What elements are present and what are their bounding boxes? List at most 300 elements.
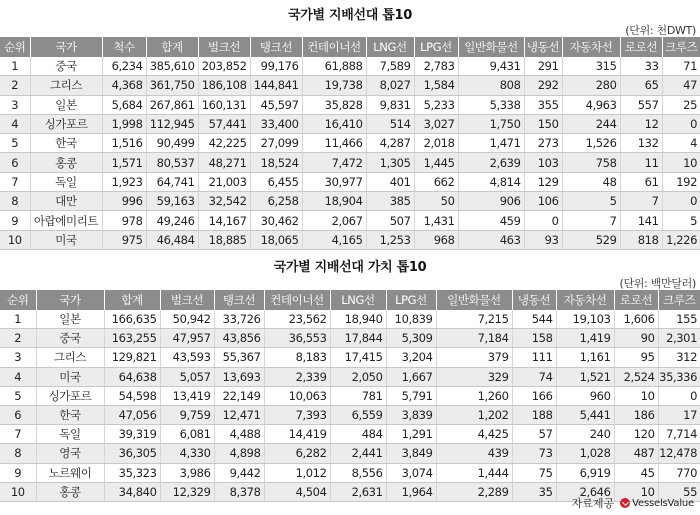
fleet-value-value-cell: 1,964	[386, 482, 436, 501]
fleet-value-header-cell: 합계	[104, 290, 160, 310]
fleet-size-value-cell: 27,099	[250, 134, 302, 153]
fleet-value-table	[0, 290, 700, 502]
fleet-value-value-cell: 1,419	[556, 329, 614, 348]
fleet-size-value-cell: 144,841	[250, 76, 302, 95]
fleet-value-value-cell: 10	[614, 386, 658, 405]
fleet-size-value-cell: 61	[620, 172, 662, 191]
fleet-value-value-cell: 111	[512, 348, 556, 367]
fleet-size-value-cell: 132	[620, 134, 662, 153]
fleet-value-value-cell: 95	[614, 348, 658, 367]
fleet-size-value-cell: 1,445	[414, 153, 458, 172]
fleet-value-value-cell: 6,282	[264, 444, 330, 463]
fleet-size-value-cell: 2,018	[414, 134, 458, 153]
fleet-size-value-cell: 106	[524, 192, 562, 211]
fleet-value-table-header	[0, 290, 700, 310]
fleet-size-row	[0, 192, 700, 211]
fleet-size-value-cell: 5	[662, 211, 700, 230]
fleet-size-value-cell: 2,067	[302, 211, 366, 230]
fleet-value-value-cell: 1,667	[386, 367, 436, 386]
fleet-size-header-cell: 로로선	[620, 37, 662, 57]
fleet-size-value-cell: 4,368	[102, 76, 146, 95]
fleet-size-value-cell: 14,167	[198, 211, 250, 230]
fleet-size-value-cell: 758	[562, 153, 620, 172]
fleet-size-row	[0, 172, 700, 191]
fleet-size-header-cell: 척수	[102, 37, 146, 57]
fleet-value-value-cell: 379	[436, 348, 512, 367]
fleet-value-value-cell: 8,378	[214, 482, 264, 501]
fleet-value-value-cell: 329	[436, 367, 512, 386]
fleet-value-rank-cell: 1	[0, 310, 36, 329]
fleet-value-value-cell: 3,839	[386, 405, 436, 424]
fleet-size-value-cell: 808	[458, 76, 524, 95]
fleet-size-value-cell: 45,597	[250, 95, 302, 114]
fleet-size-value-cell: 1,471	[458, 134, 524, 153]
fleet-value-header-cell: 크루즈	[658, 290, 700, 310]
fleet-size-header-cell: 자동차선	[562, 37, 620, 57]
fleet-size-value-cell: 9,431	[458, 57, 524, 76]
fleet-value-country-cell: 싱가포르	[36, 386, 104, 405]
fleet-size-value-cell: 21,003	[198, 172, 250, 191]
fleet-size-header-cell: 컨테이너선	[302, 37, 366, 57]
fleet-value-rank-cell: 10	[0, 482, 36, 501]
fleet-value-value-cell: 7,714	[658, 425, 700, 444]
fleet-size-row	[0, 211, 700, 230]
fleet-size-header-cell: 크루즈	[662, 37, 700, 57]
fleet-size-row	[0, 95, 700, 114]
fleet-value-value-cell: 12,478	[658, 444, 700, 463]
fleet-size-value-cell: 2,639	[458, 153, 524, 172]
fleet-size-value-cell: 10	[662, 153, 700, 172]
fleet-size-value-cell: 0	[524, 211, 562, 230]
fleet-value-value-cell: 2,441	[330, 444, 386, 463]
fleet-size-value-cell: 7	[620, 192, 662, 211]
fleet-value-value-cell: 22,149	[214, 386, 264, 405]
fleet-size-value-cell: 818	[620, 230, 662, 249]
fleet-value-value-cell: 54,598	[104, 386, 160, 405]
fleet-value-value-cell: 781	[330, 386, 386, 405]
table1-unit: (단위: 천DWT)	[625, 24, 696, 37]
fleet-size-value-cell: 0	[662, 192, 700, 211]
fleet-value-value-cell: 2,289	[436, 482, 512, 501]
fleet-value-rank-cell: 7	[0, 425, 36, 444]
fleet-value-value-cell: 7,393	[264, 405, 330, 424]
fleet-value-value-cell: 57	[512, 425, 556, 444]
fleet-value-value-cell: 487	[614, 444, 658, 463]
fleet-value-value-cell: 7,184	[436, 329, 512, 348]
fleet-value-row	[0, 329, 700, 348]
fleet-value-value-cell: 3,074	[386, 463, 436, 482]
fleet-size-header-cell: 국가	[30, 37, 102, 57]
fleet-size-value-cell: 112,945	[146, 114, 198, 133]
fleet-size-value-cell: 59,163	[146, 192, 198, 211]
fleet-value-value-cell: 6,081	[160, 425, 214, 444]
fleet-value-row	[0, 444, 700, 463]
fleet-size-value-cell: 47	[662, 76, 700, 95]
fleet-value-value-cell: 35,336	[658, 367, 700, 386]
fleet-size-value-cell: 61,888	[302, 57, 366, 76]
fleet-size-value-cell: 3,027	[414, 114, 458, 133]
fleet-size-value-cell: 203,852	[198, 57, 250, 76]
fleet-value-value-cell: 3,849	[386, 444, 436, 463]
fleet-value-country-cell: 홍콩	[36, 482, 104, 501]
fleet-value-header-cell: 벌크선	[160, 290, 214, 310]
fleet-size-value-cell: 80,537	[146, 153, 198, 172]
fleet-size-header-cell: 일반화물선	[458, 37, 524, 57]
fleet-value-value-cell: 1,521	[556, 367, 614, 386]
fleet-value-value-cell: 484	[330, 425, 386, 444]
fleet-size-value-cell: 30,462	[250, 211, 302, 230]
fleet-value-value-cell: 166	[512, 386, 556, 405]
fleet-size-value-cell: 244	[562, 114, 620, 133]
fleet-value-value-cell: 2,646	[556, 482, 614, 501]
fleet-value-value-cell: 4,425	[436, 425, 512, 444]
fleet-size-value-cell: 50	[414, 192, 458, 211]
fleet-value-value-cell: 1,291	[386, 425, 436, 444]
fleet-size-value-cell: 978	[102, 211, 146, 230]
fleet-size-header-cell: 탱크선	[250, 37, 302, 57]
fleet-value-value-cell: 240	[556, 425, 614, 444]
vesselsvalue-logo-icon	[620, 498, 630, 508]
fleet-value-value-cell: 43,856	[214, 329, 264, 348]
fleet-size-country-cell: 대만	[30, 192, 102, 211]
fleet-size-value-cell: 8,027	[366, 76, 414, 95]
fleet-value-value-cell: 2,050	[330, 367, 386, 386]
fleet-size-value-cell: 48,271	[198, 153, 250, 172]
table2-title: 국가별 지배선대 가치 톱10	[273, 260, 427, 275]
fleet-size-value-cell: 32,542	[198, 192, 250, 211]
fleet-value-value-cell: 90	[614, 329, 658, 348]
fleet-size-value-cell: 11	[620, 153, 662, 172]
fleet-value-table-body	[0, 310, 700, 501]
fleet-value-value-cell: 19,103	[556, 310, 614, 329]
fleet-size-value-cell: 968	[414, 230, 458, 249]
fleet-value-country-cell: 미국	[36, 367, 104, 386]
fleet-size-rank-cell: 5	[0, 134, 30, 153]
fleet-size-rank-cell: 2	[0, 76, 30, 95]
fleet-size-country-cell: 싱가포르	[30, 114, 102, 133]
fleet-size-value-cell: 267,861	[146, 95, 198, 114]
fleet-value-value-cell: 13,419	[160, 386, 214, 405]
fleet-value-rank-cell: 9	[0, 463, 36, 482]
fleet-value-value-cell: 33,726	[214, 310, 264, 329]
fleet-value-rank-cell: 5	[0, 386, 36, 405]
fleet-value-country-cell: 중국	[36, 329, 104, 348]
fleet-size-value-cell: 459	[458, 211, 524, 230]
fleet-value-country-cell: 한국	[36, 405, 104, 424]
fleet-size-value-cell: 42,225	[198, 134, 250, 153]
fleet-size-value-cell: 7	[562, 211, 620, 230]
fleet-size-row	[0, 76, 700, 95]
fleet-size-value-cell: 7,589	[366, 57, 414, 76]
fleet-size-value-cell: 4	[662, 134, 700, 153]
fleet-size-value-cell: 35,828	[302, 95, 366, 114]
fleet-size-header-cell: LNG선	[366, 37, 414, 57]
fleet-value-header-cell: 국가	[36, 290, 104, 310]
fleet-size-header-cell: 합계	[146, 37, 198, 57]
fleet-size-value-cell: 1,571	[102, 153, 146, 172]
fleet-size-row	[0, 134, 700, 153]
fleet-size-value-cell: 996	[102, 192, 146, 211]
fleet-value-header-cell: LNG선	[330, 290, 386, 310]
fleet-value-rank-cell: 4	[0, 367, 36, 386]
fleet-value-value-cell: 7,215	[436, 310, 512, 329]
fleet-size-rank-cell: 8	[0, 192, 30, 211]
fleet-size-value-cell: 1,584	[414, 76, 458, 95]
fleet-value-value-cell: 18,940	[330, 310, 386, 329]
fleet-size-country-cell: 일본	[30, 95, 102, 114]
fleet-value-header-cell: 로로선	[614, 290, 658, 310]
fleet-size-rank-cell: 3	[0, 95, 30, 114]
fleet-value-row	[0, 310, 700, 329]
fleet-size-header-cell: 벌크선	[198, 37, 250, 57]
fleet-size-country-cell: 그리스	[30, 76, 102, 95]
fleet-value-row	[0, 405, 700, 424]
fleet-value-value-cell: 10,839	[386, 310, 436, 329]
fleet-size-value-cell: 4,814	[458, 172, 524, 191]
fleet-size-value-cell: 192	[662, 172, 700, 191]
fleet-size-table	[0, 37, 700, 250]
fleet-size-value-cell: 12	[620, 114, 662, 133]
fleet-value-value-cell: 73	[512, 444, 556, 463]
fleet-value-value-cell: 47,957	[160, 329, 214, 348]
fleet-size-value-cell: 6,258	[250, 192, 302, 211]
fleet-value-value-cell: 17,415	[330, 348, 386, 367]
fleet-value-value-cell: 1,606	[614, 310, 658, 329]
fleet-value-header-cell: 자동차선	[556, 290, 614, 310]
fleet-size-value-cell: 5,684	[102, 95, 146, 114]
fleet-value-value-cell: 34,840	[104, 482, 160, 501]
fleet-value-value-cell: 2,301	[658, 329, 700, 348]
fleet-size-country-cell: 독일	[30, 172, 102, 191]
fleet-size-value-cell: 16,410	[302, 114, 366, 133]
fleet-value-value-cell: 5,057	[160, 367, 214, 386]
fleet-size-value-cell: 30,977	[302, 172, 366, 191]
fleet-size-value-cell: 2,783	[414, 57, 458, 76]
fleet-size-value-cell: 18,065	[250, 230, 302, 249]
fleet-size-value-cell: 385,610	[146, 57, 198, 76]
fleet-size-value-cell: 273	[524, 134, 562, 153]
fleet-value-value-cell: 312	[658, 348, 700, 367]
fleet-value-row	[0, 463, 700, 482]
fleet-size-value-cell: 99,176	[250, 57, 302, 76]
fleet-value-value-cell: 1,444	[436, 463, 512, 482]
fleet-size-rank-cell: 4	[0, 114, 30, 133]
fleet-value-value-cell: 5,309	[386, 329, 436, 348]
fleet-value-value-cell: 186	[614, 405, 658, 424]
fleet-value-value-cell: 4,898	[214, 444, 264, 463]
fleet-size-value-cell: 49,246	[146, 211, 198, 230]
fleet-size-value-cell: 150	[524, 114, 562, 133]
fleet-value-rank-cell: 3	[0, 348, 36, 367]
fleet-value-value-cell: 12,329	[160, 482, 214, 501]
table2-unit: (단위: 백만달러)	[619, 277, 696, 290]
fleet-value-value-cell: 770	[658, 463, 700, 482]
fleet-size-value-cell: 529	[562, 230, 620, 249]
fleet-value-header-cell: 일반화물선	[436, 290, 512, 310]
fleet-value-rank-cell: 6	[0, 405, 36, 424]
fleet-size-value-cell: 4,165	[302, 230, 366, 249]
fleet-value-value-cell: 45	[614, 463, 658, 482]
fleet-size-value-cell: 5,338	[458, 95, 524, 114]
fleet-value-value-cell: 55,367	[214, 348, 264, 367]
fleet-size-value-cell: 6,234	[102, 57, 146, 76]
fleet-value-value-cell: 13,693	[214, 367, 264, 386]
fleet-size-value-cell: 9,831	[366, 95, 414, 114]
fleet-size-header-cell: 냉동선	[524, 37, 562, 57]
fleet-value-value-cell: 43,593	[160, 348, 214, 367]
fleet-value-value-cell: 36,305	[104, 444, 160, 463]
fleet-size-value-cell: 19,738	[302, 76, 366, 95]
fleet-size-value-cell: 18,904	[302, 192, 366, 211]
fleet-size-value-cell: 0	[662, 114, 700, 133]
fleet-value-value-cell: 3,986	[160, 463, 214, 482]
fleet-value-header-cell: 컨테이너선	[264, 290, 330, 310]
fleet-value-value-cell: 17	[658, 405, 700, 424]
fleet-value-country-cell: 일본	[36, 310, 104, 329]
fleet-value-value-cell: 6,559	[330, 405, 386, 424]
fleet-size-rank-cell: 10	[0, 230, 30, 249]
fleet-size-value-cell: 186,108	[198, 76, 250, 95]
fleet-value-value-cell: 23,562	[264, 310, 330, 329]
fleet-value-value-cell: 0	[658, 386, 700, 405]
fleet-size-rank-cell: 7	[0, 172, 30, 191]
fleet-size-value-cell: 280	[562, 76, 620, 95]
fleet-size-value-cell: 11,466	[302, 134, 366, 153]
fleet-value-row	[0, 348, 700, 367]
fleet-value-value-cell: 74	[512, 367, 556, 386]
fleet-value-value-cell: 188	[512, 405, 556, 424]
fleet-value-header-cell: 순위	[0, 290, 36, 310]
fleet-value-country-cell: 독일	[36, 425, 104, 444]
fleet-value-value-cell: 129,821	[104, 348, 160, 367]
fleet-value-value-cell: 166,635	[104, 310, 160, 329]
fleet-size-value-cell: 7,472	[302, 153, 366, 172]
fleet-value-value-cell: 50,942	[160, 310, 214, 329]
fleet-value-value-cell: 2,339	[264, 367, 330, 386]
fleet-size-rank-cell: 9	[0, 211, 30, 230]
fleet-size-value-cell: 4,287	[366, 134, 414, 153]
fleet-size-value-cell: 103	[524, 153, 562, 172]
source-label: 자료제공	[571, 497, 615, 510]
fleet-size-value-cell: 463	[458, 230, 524, 249]
fleet-value-rank-cell: 2	[0, 329, 36, 348]
fleet-size-row	[0, 57, 700, 76]
fleet-size-value-cell: 291	[524, 57, 562, 76]
fleet-size-header-cell: 순위	[0, 37, 30, 57]
fleet-value-value-cell: 14,419	[264, 425, 330, 444]
fleet-size-value-cell: 46,484	[146, 230, 198, 249]
fleet-size-value-cell: 315	[562, 57, 620, 76]
fleet-size-country-cell: 한국	[30, 134, 102, 153]
fleet-size-value-cell: 507	[366, 211, 414, 230]
fleet-size-value-cell: 64,741	[146, 172, 198, 191]
fleet-value-value-cell: 2,631	[330, 482, 386, 501]
fleet-value-value-cell: 1,260	[436, 386, 512, 405]
fleet-size-value-cell: 4,963	[562, 95, 620, 114]
fleet-size-value-cell: 6,455	[250, 172, 302, 191]
fleet-value-value-cell: 2,524	[614, 367, 658, 386]
fleet-size-value-cell: 71	[662, 57, 700, 76]
fleet-value-value-cell: 64,638	[104, 367, 160, 386]
fleet-size-value-cell: 1,253	[366, 230, 414, 249]
fleet-size-country-cell: 중국	[30, 57, 102, 76]
fleet-value-value-cell: 163,255	[104, 329, 160, 348]
fleet-size-country-cell: 홍콩	[30, 153, 102, 172]
fleet-size-value-cell: 90,499	[146, 134, 198, 153]
fleet-value-value-cell: 4,504	[264, 482, 330, 501]
fleet-size-value-cell: 906	[458, 192, 524, 211]
source-credit	[572, 495, 694, 511]
fleet-size-value-cell: 975	[102, 230, 146, 249]
fleet-size-value-cell: 1,526	[562, 134, 620, 153]
vesselsvalue-logo-text: VesselsValue	[632, 497, 694, 509]
fleet-value-value-cell: 55	[658, 482, 700, 501]
fleet-size-rank-cell: 1	[0, 57, 30, 76]
fleet-value-value-cell: 9,759	[160, 405, 214, 424]
fleet-size-value-cell: 33	[620, 57, 662, 76]
fleet-size-value-cell: 18,885	[198, 230, 250, 249]
fleet-value-value-cell: 10	[614, 482, 658, 501]
fleet-size-row	[0, 153, 700, 172]
fleet-value-value-cell: 3,204	[386, 348, 436, 367]
fleet-size-value-cell: 557	[620, 95, 662, 114]
fleet-value-value-cell: 6,919	[556, 463, 614, 482]
fleet-value-value-cell: 17,844	[330, 329, 386, 348]
fleet-size-value-cell: 5	[562, 192, 620, 211]
fleet-value-row	[0, 386, 700, 405]
fleet-value-value-cell: 4,330	[160, 444, 214, 463]
fleet-size-row	[0, 114, 700, 133]
fleet-value-value-cell: 1,202	[436, 405, 512, 424]
fleet-size-country-cell: 아랍에미리트	[30, 211, 102, 230]
fleet-size-value-cell: 141	[620, 211, 662, 230]
fleet-size-value-cell: 1,516	[102, 134, 146, 153]
fleet-size-value-cell: 1,226	[662, 230, 700, 249]
fleet-value-country-cell: 노르웨이	[36, 463, 104, 482]
fleet-value-country-cell: 영국	[36, 444, 104, 463]
fleet-size-header-cell: LPG선	[414, 37, 458, 57]
fleet-size-table-header	[0, 37, 700, 57]
fleet-value-value-cell: 1,028	[556, 444, 614, 463]
fleet-value-value-cell: 36,553	[264, 329, 330, 348]
fleet-size-value-cell: 5,233	[414, 95, 458, 114]
fleet-value-value-cell: 439	[436, 444, 512, 463]
fleet-size-value-cell: 292	[524, 76, 562, 95]
fleet-value-value-cell: 1,012	[264, 463, 330, 482]
fleet-size-value-cell: 361,750	[146, 76, 198, 95]
fleet-value-header-cell: LPG선	[386, 290, 436, 310]
fleet-size-value-cell: 1,431	[414, 211, 458, 230]
fleet-size-value-cell: 160,131	[198, 95, 250, 114]
fleet-value-value-cell: 35,323	[104, 463, 160, 482]
fleet-value-value-cell: 47,056	[104, 405, 160, 424]
fleet-value-value-cell: 544	[512, 310, 556, 329]
fleet-value-value-cell: 35	[512, 482, 556, 501]
fleet-size-value-cell: 385	[366, 192, 414, 211]
fleet-value-value-cell: 158	[512, 329, 556, 348]
fleet-size-rank-cell: 6	[0, 153, 30, 172]
fleet-size-value-cell: 48	[562, 172, 620, 191]
fleet-value-value-cell: 9,442	[214, 463, 264, 482]
fleet-size-value-cell: 1,305	[366, 153, 414, 172]
fleet-value-rank-cell: 8	[0, 444, 36, 463]
vesselsvalue-logo	[620, 498, 694, 509]
fleet-value-row	[0, 367, 700, 386]
fleet-size-value-cell: 33,400	[250, 114, 302, 133]
fleet-size-value-cell: 65	[620, 76, 662, 95]
fleet-size-value-cell: 1,998	[102, 114, 146, 133]
fleet-size-value-cell: 93	[524, 230, 562, 249]
